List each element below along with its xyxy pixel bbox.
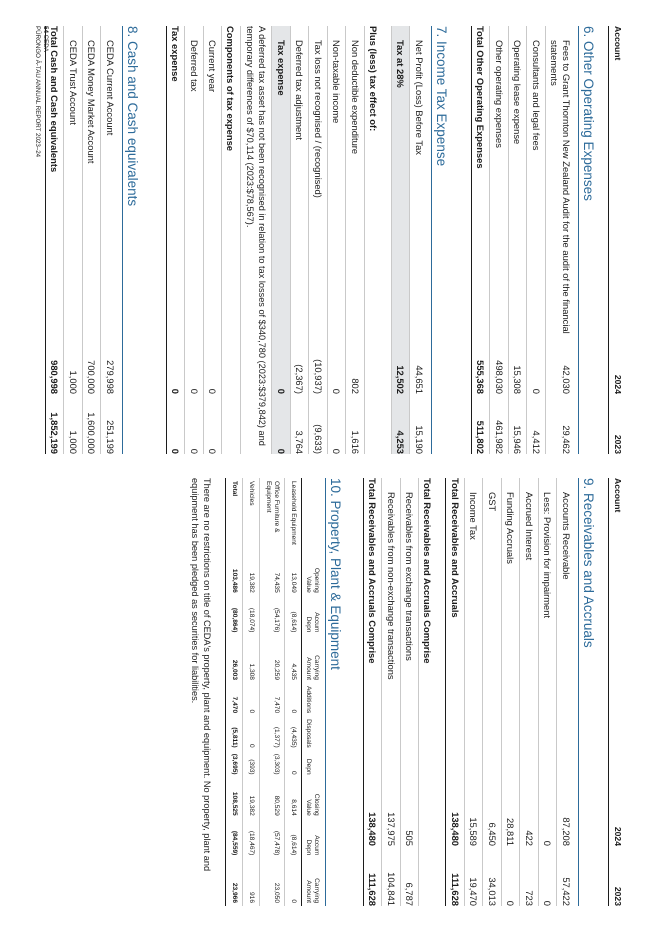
value-2023: 0: [542, 900, 554, 906]
ppe-cell: 0: [243, 716, 260, 751]
tax-effect-row: [327, 26, 346, 454]
expense-row: [490, 26, 509, 454]
value-2024: 980,998: [49, 360, 61, 394]
ppe-cell: (4,435): [285, 716, 302, 751]
page-footer: [34, 26, 49, 157]
row-label: Income Tax: [468, 492, 480, 540]
value-2024: 498,030: [494, 360, 505, 394]
value-2023: 461,982: [494, 420, 505, 454]
ppe-cell: 19,382: [243, 552, 260, 595]
s7-net-profit-row: [410, 26, 429, 454]
value-2023: 0: [276, 448, 287, 454]
expense-row: [527, 26, 546, 454]
value-2024: 44,651: [414, 365, 425, 394]
value-2023: 15,946: [512, 425, 524, 454]
value-2024: 138,480: [450, 812, 461, 846]
s7-tax-expense-row: [272, 26, 291, 454]
receivable-row: [483, 478, 502, 906]
cash-row: [82, 26, 101, 454]
receivable-row: [538, 478, 557, 906]
ppe-asset-label: Total: [226, 478, 243, 552]
ppe-cell: 1,308: [243, 635, 260, 683]
row-label: Tax loss not recognised / (recognised): [313, 40, 324, 198]
ppe-note: There are no restrictions on title of CEDA's property, plant and equipment. No property, plant and equipment has been pledged as securities for liabilities.: [190, 478, 212, 872]
receivable-row: [464, 478, 483, 906]
ppe-cell: (57,478): [260, 819, 285, 859]
value-2023: 1,852,199: [49, 412, 61, 454]
s7-deferred-tax-note: A deferred tax asset has not been recognised in relation to tax losses of $340,780 (2023:$379,842) and temporary differences of $70,114 (2023:$78,567).: [241, 26, 272, 454]
ppe-cell: 80,529: [260, 778, 285, 819]
ppe-col-header: Additions: [302, 683, 323, 716]
row-label: Receivables from non-exchange transactions: [386, 492, 397, 680]
value-2023: 0: [207, 448, 219, 454]
ppe-total-row: [226, 478, 243, 906]
row-label: Consultants and legal fees: [531, 40, 542, 151]
value-2024: 1,000: [68, 370, 79, 394]
value-2024: 28,811: [505, 818, 517, 846]
row-label: Net Profit (Loss) Before Tax: [414, 40, 425, 155]
value-2024: 0: [531, 388, 542, 394]
value-2023: 3,764: [294, 430, 306, 454]
row-label: Total Other Operating Expenses: [475, 26, 487, 169]
ppe-row: [285, 478, 302, 906]
row-label: Non deductible expenditure: [350, 40, 361, 155]
value-2024: 0: [207, 388, 219, 394]
page-number: 54: [42, 26, 49, 33]
value-2023: 511,802: [475, 420, 487, 454]
row-label: Less: Provision for impairment: [542, 492, 554, 619]
receivable-row: [557, 478, 576, 906]
s9-total-row: [446, 478, 465, 906]
row-label: Other operating expenses: [494, 40, 505, 148]
section-8-title: 8. Cash and Cash equivalents: [122, 26, 140, 454]
value-2024: 555,368: [475, 360, 487, 394]
ppe-col-header: Closing Value: [302, 778, 323, 819]
ppe-cell: 108,525: [226, 778, 243, 819]
row-label: Deferred tax adjustment: [294, 40, 306, 141]
ppe-cell: (3,695): [226, 751, 243, 778]
ppe-col-header: Carrying Amount: [302, 635, 323, 683]
header-2024: 2024: [613, 826, 623, 846]
value-2023: 29,462: [561, 425, 572, 454]
ppe-asset-label: Vehicles: [243, 478, 260, 552]
cash-row: [64, 26, 83, 454]
ppe-cell: 74,435: [260, 552, 285, 595]
expense-row: [508, 26, 527, 454]
receivable-comprise-row: [400, 478, 419, 906]
value-2023: 251,199: [105, 420, 116, 454]
value-2023: 4,253: [395, 430, 407, 454]
value-2023: 723: [524, 890, 535, 906]
value-2023: 34,013: [487, 877, 498, 906]
value-2024: 0: [331, 388, 343, 394]
value-2023: 1,600,000: [86, 412, 98, 454]
value-2024: 6,450: [487, 822, 498, 846]
ppe-cell: 0: [285, 751, 302, 778]
value-2024: 802: [350, 378, 361, 394]
s9-comprise-total-row: [363, 478, 382, 906]
value-2023: 1,000: [68, 430, 79, 454]
ppe-cell: (18,467): [243, 819, 260, 859]
row-label: Funding Accruals: [505, 492, 517, 564]
section-9-title: 9. Receivables and Accruals: [578, 478, 596, 906]
row-label: Fees to Grant Thornton New Zealand Audit for the audit of the financial statements: [549, 40, 572, 334]
ppe-cell: (393): [243, 751, 260, 778]
header-2023: 2023: [613, 886, 623, 906]
left-column: [45, 26, 623, 454]
value-2023: 0: [505, 900, 517, 906]
value-2023: 4,412: [531, 430, 542, 454]
row-label: Total Receivables and Accruals: [450, 478, 461, 618]
value-2024: 15,589: [468, 817, 480, 846]
row-label: CEDA Current Account: [105, 40, 116, 136]
receivable-row: [501, 478, 520, 906]
left-table-header: [608, 26, 623, 454]
ppe-col-header: Opening Value: [302, 552, 323, 595]
s7-components-total-row: [166, 26, 185, 454]
right-table-header: [608, 478, 623, 906]
s7-components-label: Components of tax expense: [222, 26, 241, 454]
section-7-title: 7. Income Tax Expense: [431, 26, 449, 454]
row-label: Accounts Receivable: [561, 492, 572, 580]
ppe-cell: 916: [243, 858, 260, 906]
ppe-cell: 7,470: [226, 683, 243, 716]
footer-org: CEDA: [42, 34, 49, 52]
value-2024: 0: [276, 388, 287, 394]
s7-plus-less-label: Plus (less) tax effect of:: [364, 26, 383, 454]
ppe-row: [260, 478, 285, 906]
ppe-cell: (8,614): [285, 596, 302, 636]
value-2024: 12,502: [395, 365, 407, 394]
ppe-cell: (84,559): [226, 819, 243, 859]
value-2024: 0: [542, 840, 554, 846]
header-account: Account: [613, 26, 623, 61]
value-2024: 422: [524, 830, 535, 846]
header-account: Account: [613, 478, 623, 513]
ppe-cell: 23,966: [226, 858, 243, 906]
s6-total-row: [471, 26, 490, 454]
ppe-cell: 8,614: [285, 778, 302, 819]
ppe-cell: 0: [285, 858, 302, 906]
row-label: Deferred tax: [189, 40, 200, 92]
ppe-cell: (54,176): [260, 596, 285, 636]
ppe-col-header: Accum Depn: [302, 819, 323, 859]
row-label: Non-taxable income: [331, 40, 343, 124]
header-2024: 2024: [613, 374, 623, 394]
ppe-asset-label: Leasehold Equipment: [285, 478, 302, 552]
value-2023: 111,628: [450, 873, 461, 906]
receivable-comprise-row: [382, 478, 401, 906]
ppe-cell: (18,074): [243, 596, 260, 636]
ppe-cell: (3,303): [260, 751, 285, 778]
value-2024: (10,937): [313, 359, 324, 394]
value-2024: 87,208: [561, 817, 572, 846]
value-2023: 1,616: [350, 430, 361, 454]
value-2024: 0: [189, 388, 200, 394]
ppe-cell: 20,259: [260, 635, 285, 683]
s7-tax-at-28-row: [391, 26, 410, 454]
value-2023: 0: [189, 448, 200, 454]
ppe-col-header: Carrying Amount: [302, 858, 323, 906]
value-2024: 279,998: [105, 360, 116, 394]
s9-comprise-label: Total Receivables and Accruals Comprise: [419, 478, 438, 906]
row-label: Tax expense: [170, 26, 182, 82]
ppe-cell: 19,382: [243, 778, 260, 819]
ppe-cell: 4,435: [285, 635, 302, 683]
header-2023: 2023: [613, 434, 623, 454]
ppe-cell: (1,377): [260, 716, 285, 751]
ppe-cell: 0: [243, 683, 260, 716]
value-2024: (2,367): [294, 364, 306, 394]
row-label: Receivables from exchange transactions: [404, 492, 416, 661]
ppe-col-header: Accum Depn: [302, 596, 323, 636]
value-2023: 6,787: [404, 882, 416, 906]
value-2024: 15,308: [512, 365, 524, 394]
section-10-title: 10. Property, Plant & Equipment: [325, 478, 343, 906]
row-label: Total Receivables and Accruals Comprise: [367, 478, 379, 664]
right-column: [189, 478, 623, 906]
row-label: Accrued Interest: [524, 492, 535, 561]
value-2024: 138,480: [367, 812, 379, 846]
value-2023: 0: [331, 448, 343, 454]
value-2024: 700,000: [86, 360, 98, 394]
ppe-cell: (8,614): [285, 819, 302, 859]
expense-row: [545, 26, 575, 454]
value-2024: 42,030: [561, 365, 572, 394]
row-label: CEDA Money Market Account: [86, 40, 98, 164]
value-2023: 57,422: [561, 877, 572, 906]
row-label: Tax at 28%: [395, 40, 407, 88]
value-2023: 19,470: [468, 877, 480, 906]
row-label: Operating lease expense: [512, 40, 524, 145]
ppe-cell: 7,470: [260, 683, 285, 716]
ppe-cell: 0: [285, 683, 302, 716]
ppe-table: [225, 478, 322, 906]
ppe-cell: 103,486: [226, 552, 243, 595]
row-label: Tax expense: [276, 40, 287, 96]
ppe-col-header: Depn: [302, 751, 323, 778]
ppe-col-header: Disposals: [302, 716, 323, 751]
row-label: GST: [487, 492, 498, 512]
row-label: CEDA Trust Account: [68, 40, 79, 125]
ppe-cell: (80,864): [226, 596, 243, 636]
footer-report-title: PŪRONGO Ā-TAU ANNUAL REPORT 2023–24: [34, 26, 42, 158]
cash-row: [101, 26, 120, 454]
value-2024: 137,975: [386, 812, 397, 846]
receivable-row: [520, 478, 539, 906]
tax-component-row: [203, 26, 222, 454]
row-label: Current year: [207, 40, 219, 93]
value-2023: 104,841: [386, 872, 397, 906]
ppe-asset-label: Office Furniture & Equipment: [260, 478, 285, 552]
row-label: Total Cash and Cash equivalents: [49, 26, 61, 173]
value-2024: 0: [170, 388, 182, 394]
ppe-cell: 26,003: [226, 635, 243, 683]
value-2024: 505: [404, 830, 416, 846]
ppe-row: [243, 478, 260, 906]
ppe-cell: 13,049: [285, 552, 302, 595]
tax-effect-row: [346, 26, 365, 454]
value-2023: (9,633): [313, 424, 324, 454]
section-6-title: 6. Other Operating Expenses: [578, 26, 596, 454]
ppe-col-header: [302, 478, 323, 552]
ppe-cell: (5,811): [226, 716, 243, 751]
tax-effect-row: [290, 26, 309, 454]
tax-component-row: [185, 26, 204, 454]
value-2023: 0: [170, 448, 182, 454]
ppe-cell: 23,050: [260, 858, 285, 906]
value-2023: 111,628: [367, 873, 379, 906]
value-2023: 15,190: [414, 425, 425, 454]
tax-effect-row: [309, 26, 328, 454]
